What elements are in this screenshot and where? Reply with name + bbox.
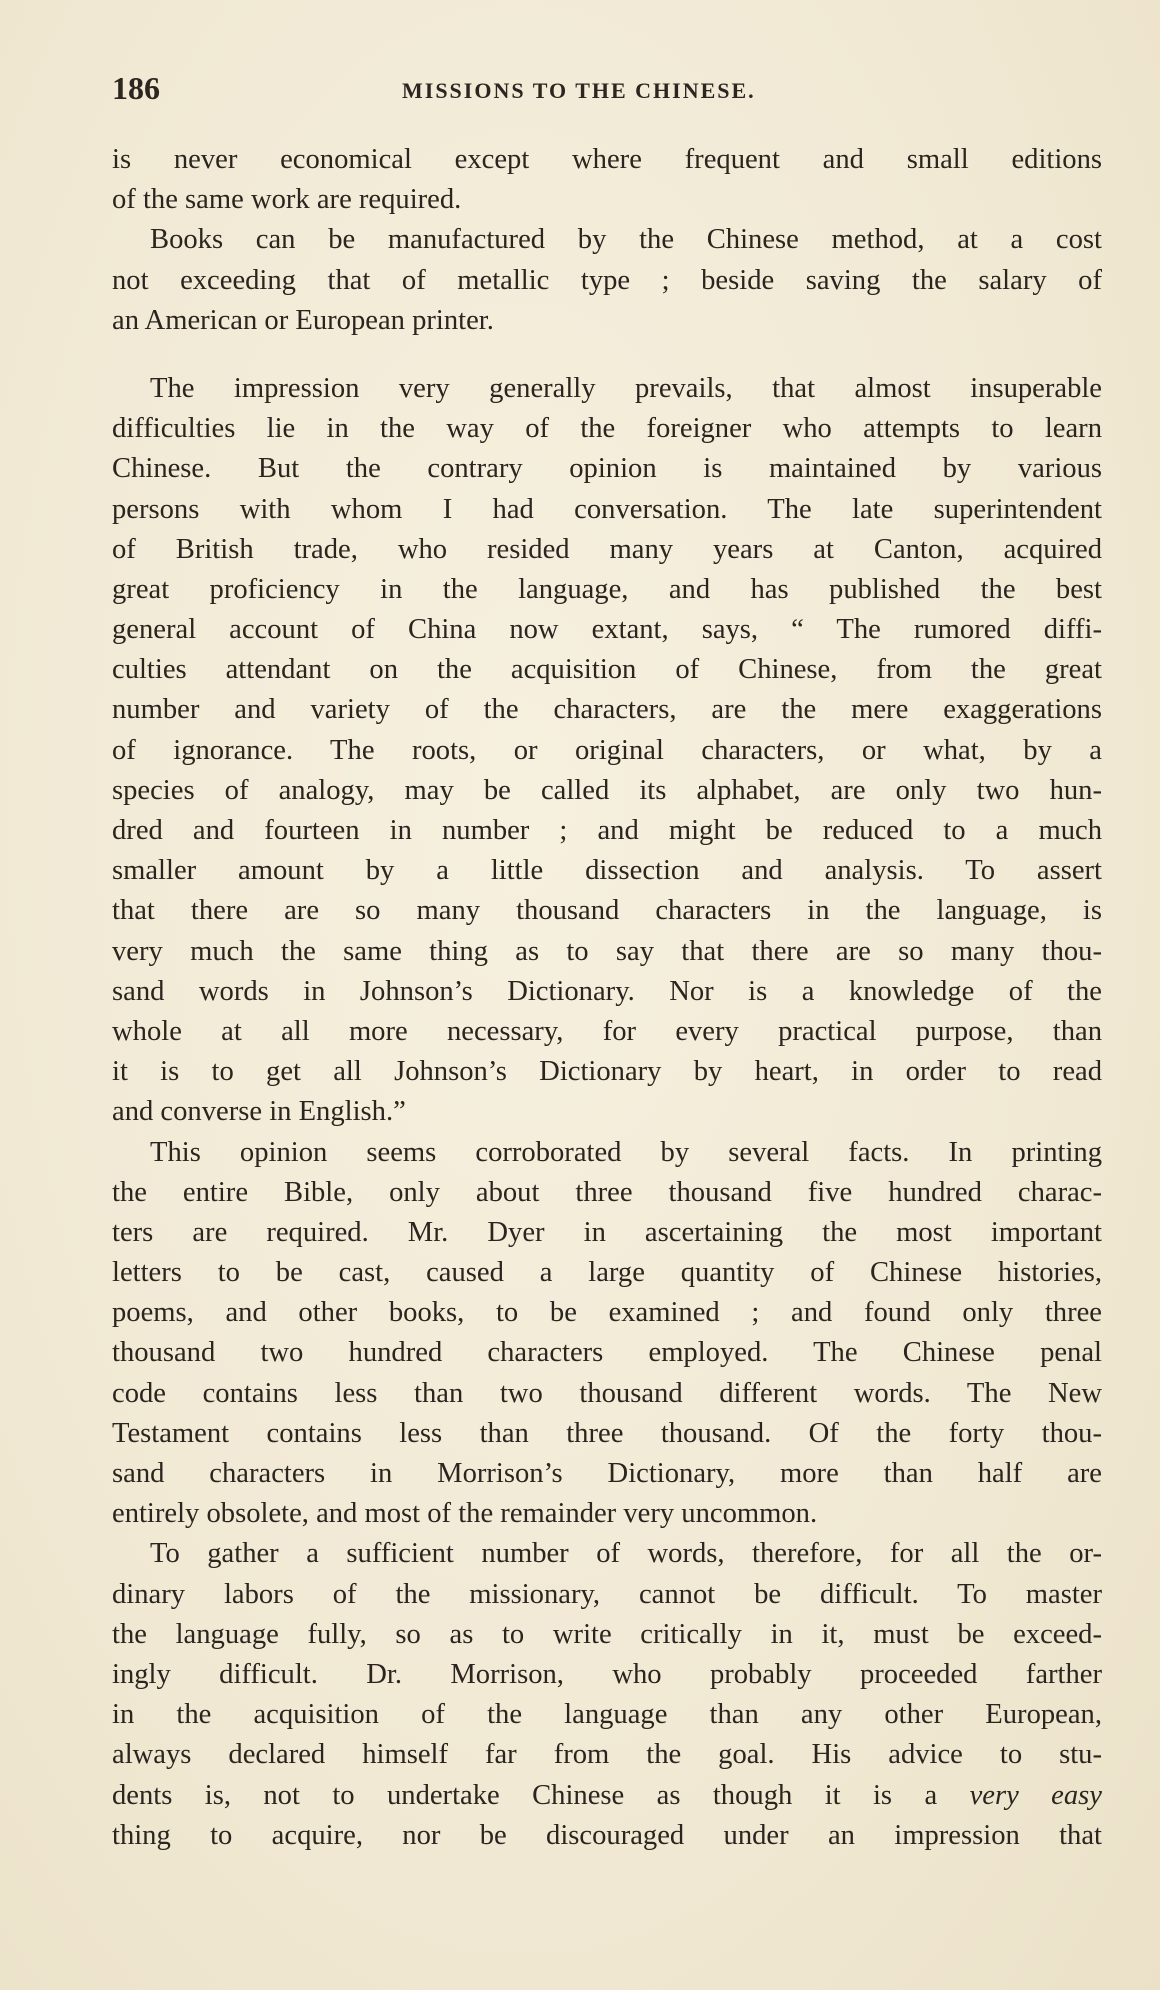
text-line: whole at all more necessary, for every practical purpose, than <box>112 1015 1102 1047</box>
text-line <box>112 1776 1102 1816</box>
text-line: is never economical except where frequent and small editions <box>112 144 1102 175</box>
text-line: ters are required. Mr. Dyer in ascertaining the most important <box>112 1216 1102 1248</box>
text-line: of British trade, who resided many years at Canton, acquired <box>112 533 1102 565</box>
text-line: not exceeding that of metallic type ; beside saving the salary of <box>112 264 1102 296</box>
text-line: species of analogy, may be called its alphabet, are only two hun- <box>112 774 1102 806</box>
text-line: thousand two hundred characters employed. The Chinese penal <box>112 1337 1102 1369</box>
text-line: code contains less than two thousand different words. The New <box>112 1377 1102 1409</box>
text-line: dred and fourteen in number ; and might be reduced to a much <box>112 815 1102 846</box>
text-segment: dents is, not to undertake Chinese as though it is a <box>112 1779 938 1811</box>
paragraph <box>112 1534 1102 1856</box>
emphasis-text: very easy <box>969 1779 1102 1811</box>
paragraph <box>112 140 1102 220</box>
paragraph <box>112 220 1102 341</box>
text-line: smaller amount by a little dissection and analysis. To assert <box>112 855 1102 887</box>
text-line: To gather a sufficient number of words, therefore, for all the or- <box>150 1538 1102 1570</box>
text-line: of ignorance. The roots, or original characters, or what, by a <box>112 734 1102 766</box>
text-line: sand characters in Morrison’s Dictionary, more than half are <box>112 1458 1102 1489</box>
page-number: 186 <box>112 70 160 106</box>
text-line: the language fully, so as to write critically in it, must be exceed- <box>112 1618 1102 1650</box>
paragraph <box>112 369 1102 1133</box>
text-line: Chinese. But the contrary opinion is maintained by various <box>112 453 1102 485</box>
text-line: thing to acquire, nor be discouraged under an impression that <box>112 1819 1102 1851</box>
text-line: entirely obsolete, and most of the remainder very uncommon. <box>112 1498 818 1530</box>
paragraph-gap <box>112 341 1102 369</box>
text-line: Books can be manufactured by the Chinese method, at a cost <box>150 224 1102 256</box>
text-line: This opinion seems corroborated by several facts. In printing <box>150 1136 1102 1168</box>
paragraph <box>112 1133 1102 1535</box>
body-text <box>112 140 1102 1856</box>
text-line: an American or European printer. <box>112 304 494 336</box>
text-line: sand words in Johnson’s Dictionary. Nor is a knowledge of the <box>112 975 1102 1007</box>
text-line: and converse in English.” <box>112 1096 406 1128</box>
text-line: persons with whom I had conversation. The late superintendent <box>112 493 1102 525</box>
text-line: culties attendant on the acquisition of Chinese, from the great <box>112 654 1102 686</box>
text-line: number and variety of the characters, are the mere exaggerations <box>112 694 1102 726</box>
text-line: it is to get all Johnson’s Dictionary by heart, in order to read <box>112 1056 1102 1088</box>
text-line: poems, and other books, to be examined ; and found only three <box>112 1297 1102 1329</box>
text-line: that there are so many thousand characters in the language, is <box>112 895 1102 927</box>
text-line: of the same work are required. <box>112 184 462 216</box>
text-line: The impression very generally prevails, that almost insuperable <box>150 372 1102 404</box>
text-line: letters to be cast, caused a large quantity of Chinese histories, <box>112 1257 1102 1289</box>
text-line: in the acquisition of the language than any other European, <box>112 1699 1102 1731</box>
running-title: MISSIONS TO THE CHINESE. <box>402 78 756 103</box>
running-head <box>112 70 1102 110</box>
text-line: Testament contains less than three thousand. Of the forty thou- <box>112 1417 1102 1449</box>
text-line: great proficiency in the language, and has published the best <box>112 573 1102 605</box>
text-line: always declared himself far from the goal. His advice to stu- <box>112 1739 1102 1771</box>
text-line: very much the same thing as to say that there are so many thou- <box>112 935 1102 967</box>
text-line: dinary labors of the missionary, cannot be difficult. To master <box>112 1578 1102 1610</box>
text-line: general account of China now extant, says, “ The rumored diffi- <box>112 614 1102 646</box>
text-line: difficulties lie in the way of the foreigner who attempts to learn <box>112 413 1102 445</box>
text-line: the entire Bible, only about three thousand five hundred charac- <box>112 1176 1102 1208</box>
text-line: ingly difficult. Dr. Morrison, who probably proceeded farther <box>112 1658 1102 1690</box>
